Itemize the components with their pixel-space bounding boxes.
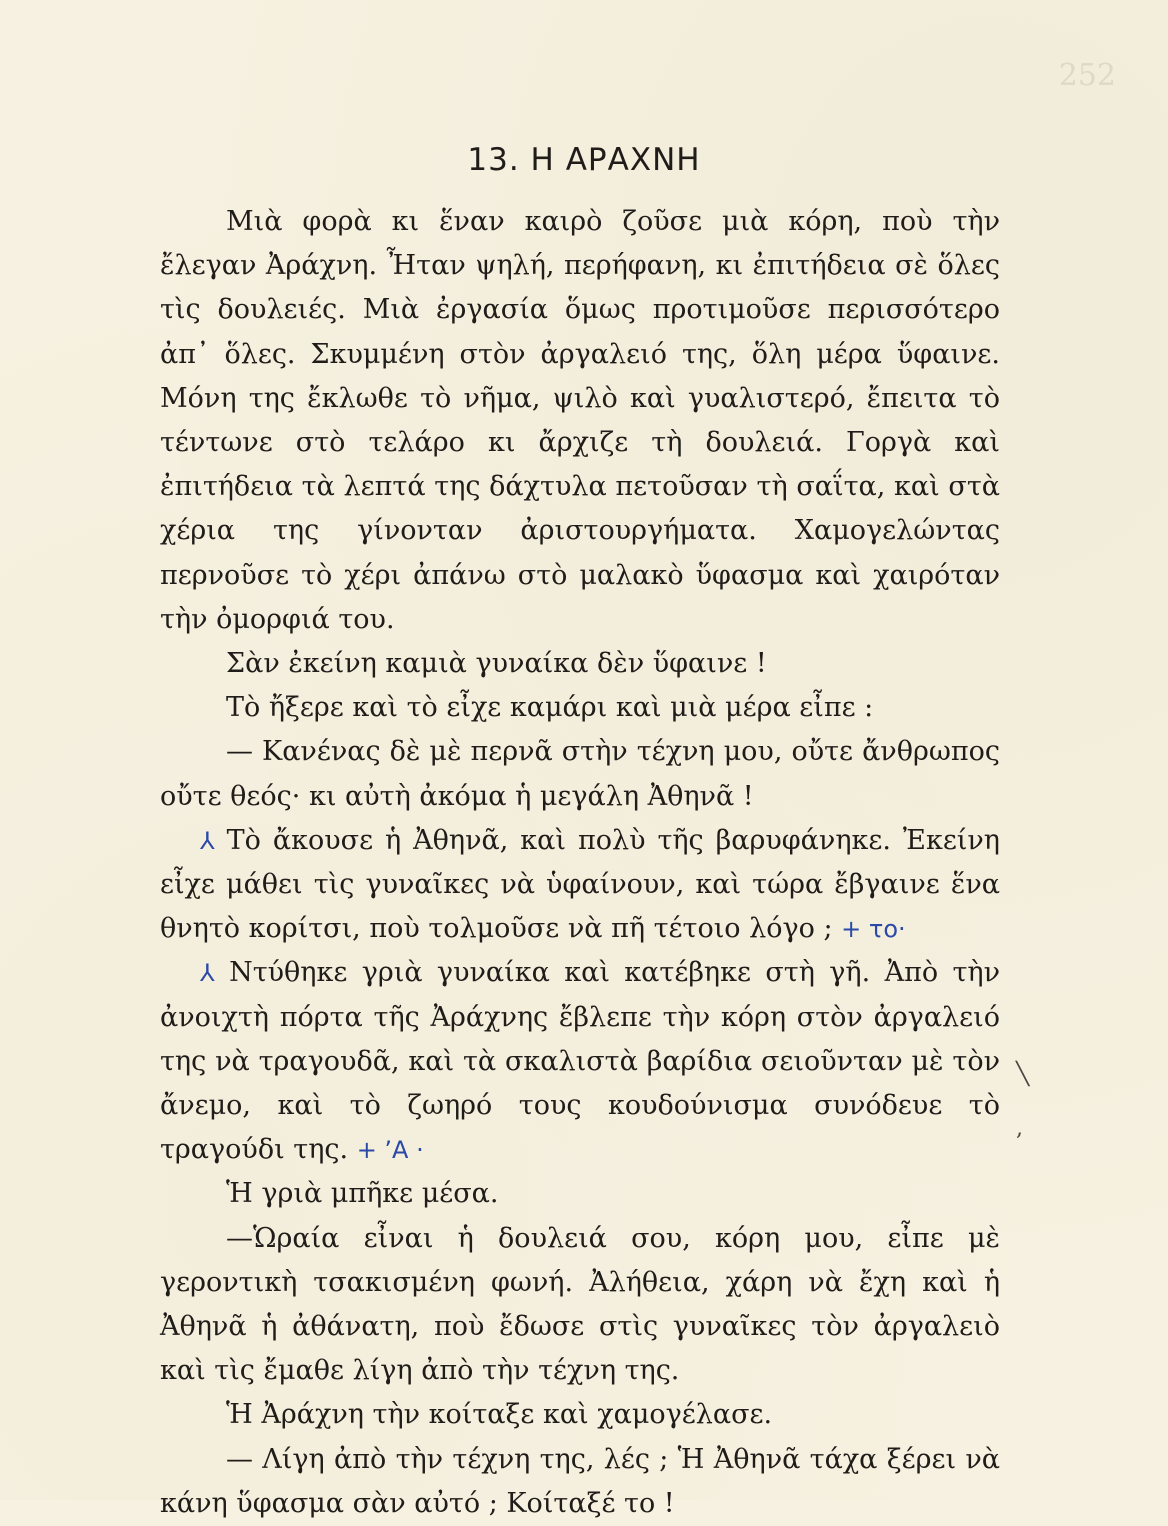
paragraph-2: Σὰν ἐκείνη καμιὰ γυναίκα δὲν ὕφαινε ! xyxy=(226,648,767,680)
paragraph-9: Ἡ Ἀράχνη τὴν κοίταξε καὶ χαμογέλασε. xyxy=(226,1399,773,1431)
handwritten-mark-para6-tail: + ʼΑ · xyxy=(356,1136,424,1165)
stray-mark-right-2: , xyxy=(1016,1116,1023,1141)
handwritten-mark-para5-tail: + το· xyxy=(841,915,906,944)
handwritten-mark-para5-lead: ⅄ xyxy=(200,826,215,855)
paragraph-1: Μιὰ φορὰ κι ἕναν καιρὸ ζοῦσε μιὰ κόρη, ποὺ τὴν ἔλεγαν Ἀράχνη. Ἦταν ψηλή, περήφανη, κι ἐπιτήδεια σὲ ὅλες τὶς δουλειές. Μιὰ ἐργασία ὅμως προτιμοῦσε περισσότερο ἀπ᾽ ὅλες. Σκυμμένη στὸν ἀργαλειό της, ὅλη μέρα ὕφαινε. Μόνη της ἔκλωθε τὸ νῆμα, ψιλὸ καὶ γυαλιστερό, ἔπειτα τὸ τέντωνε στὸ τελάρο κι ἄρχιζε τὴ δουλειά. Γοργὰ καὶ ἐπιτήδεια τὰ λεπτά της δάχτυλα πετοῦσαν τὴ σαΐτα, καὶ στὰ χέρια της γίνονταν ἀριστουργήματα. Χαμογελώντας περνοῦσε τὸ χέρι ἀπάνω στὸ μαλακὸ ὕφασμα καὶ χαιρόταν τὴν ὀμορφιά του. xyxy=(160,206,1000,635)
body-text xyxy=(160,200,1000,1526)
paragraph-5 xyxy=(160,819,1000,952)
paragraph-3: Τὸ ἤξερε καὶ τὸ εἶχε καμάρι καὶ μιὰ μέρα εἶπε : xyxy=(226,692,874,724)
paragraph-6-text: Ντύθηκε γριὰ γυναίκα καὶ κατέβηκε στὴ γῆ. Ἀπὸ τὴν ἀνοιχτὴ πόρτα τῆς Ἀράχνης ἔβλεπε τὴν κόρη στὸν ἀργαλειό της νὰ τραγουδᾶ, καὶ τὰ σκαλιστὰ βαρίδια σειοῦνταν μὲ τὸν ἄνεμο, καὶ τὸ ζωηρό τους κουδούνισμα συνόδευε τὸ τραγούδι της. xyxy=(160,957,1000,1166)
paragraph-10: — Λίγη ἀπὸ τὴν τέχνη της, λές ; Ἡ Ἀθηνᾶ τάχα ξέρει νὰ κάνη ὕφασμα σὰν αὐτό ; Κοίταξέ το ! xyxy=(160,1443,1000,1519)
paragraph-7: Ἡ γριὰ μπῆκε μέσα. xyxy=(226,1178,499,1210)
chapter-title: 13. Η ΑΡΑΧΝΗ xyxy=(467,142,701,178)
stray-mark-right: ╲ xyxy=(1016,1062,1030,1087)
handwritten-mark-para6-lead: ⅄ xyxy=(200,959,215,988)
bleed-through-page-number: 252 xyxy=(1058,58,1116,93)
paragraph-5-text: Τὸ ἄκουσε ἡ Ἀθηνᾶ, καὶ πολὺ τῆς βαρυφάνηκε. Ἐκείνη εἶχε μάθει τὶς γυναῖκες νὰ ὑφαίνουν, καὶ τώρα ἔβγαινε ἕνα θνητὸ κορίτσι, ποὺ τολμοῦσε νὰ πῆ τέτοιο λόγο ; xyxy=(160,824,1000,945)
paragraph-6 xyxy=(160,951,1000,1172)
paragraph-4: — Κανένας δὲ μὲ περνᾶ στὴν τέχνη μου, οὔτε ἄνθρωπος οὔτε θεός· κι αὐτὴ ἀκόμα ἡ μεγάλη Ἀθηνᾶ ! xyxy=(160,736,1000,812)
paragraph-8: —Ὡραία εἶναι ἡ δουλειά σου, κόρη μου, εἶπε μὲ γεροντικὴ τσακισμένη φωνή. Ἀλήθεια, χάρη νὰ ἔχη καὶ ἡ Ἀθηνᾶ ἡ ἀθάνατη, ποὺ ἔδωσε στὶς γυναῖκες τὸν ἀργαλειὸ καὶ τὶς ἔμαθε λίγη ἀπὸ τὴν τέχνη της. xyxy=(160,1222,1000,1387)
